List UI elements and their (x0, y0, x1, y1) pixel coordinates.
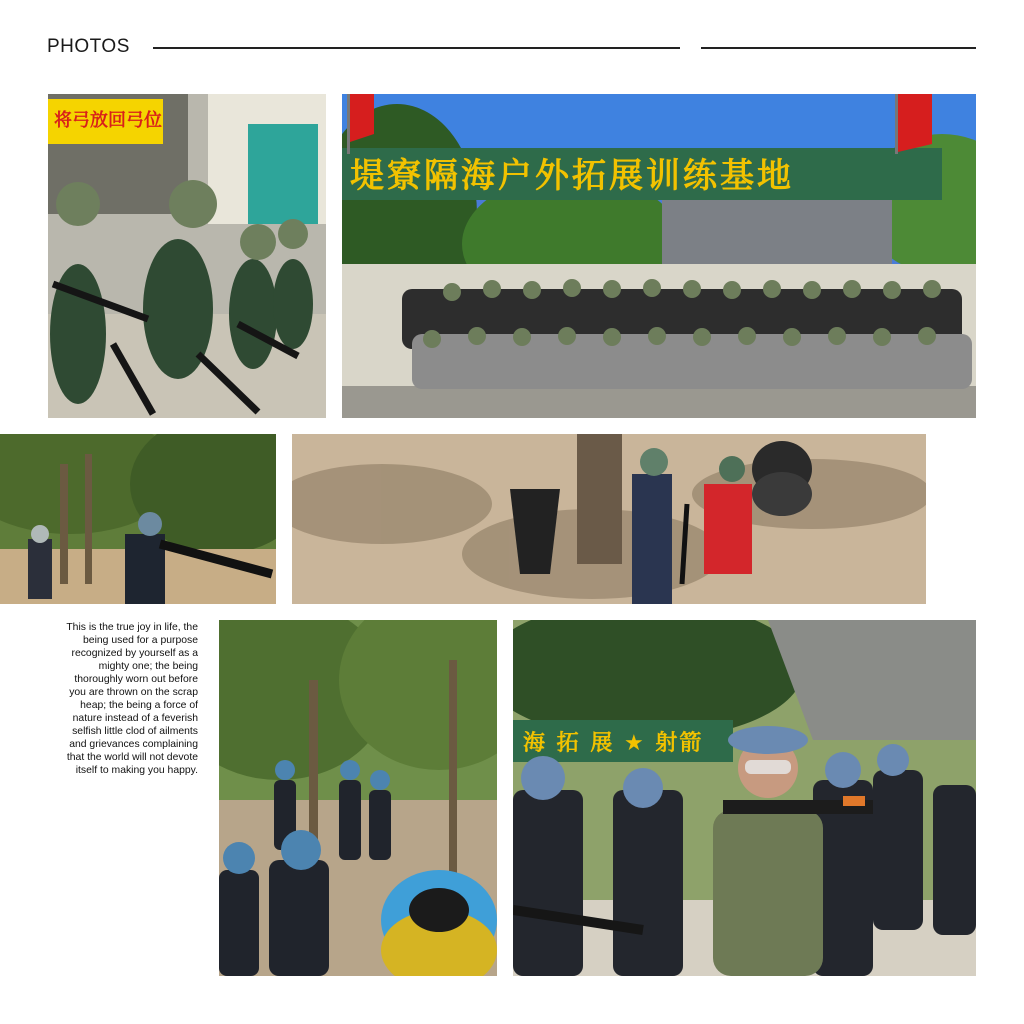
photo-banner-text-2: 海 拓 展 ★ 射箭 (523, 731, 704, 756)
page-title: PHOTOS (47, 36, 130, 57)
photo-forest-trail (219, 620, 497, 976)
header-rule-left (153, 47, 680, 49)
header-rule-right (701, 47, 976, 49)
photo-team-banner (342, 94, 976, 418)
photo-indoor-group (48, 94, 326, 418)
photo-forest-aiming (0, 434, 276, 604)
photo-goggles-closeup (513, 620, 976, 976)
quote-text: This is the true joy in life, the being used for a purpose recognized by yourself as a mighty one; the being thoroughly worn out before you are thrown on the scrap heap; the being a force of nature instead of a feverish selfish little clod of ailments and grievances complaining that the world will not devote itself to making you happy. (66, 622, 198, 776)
photo-yard-pair (292, 434, 926, 604)
photo-banner-text: 堤寮隔海户外拓展训练基地 (350, 156, 794, 196)
photo-sign-text: 将弓放回弓位 (54, 110, 162, 131)
